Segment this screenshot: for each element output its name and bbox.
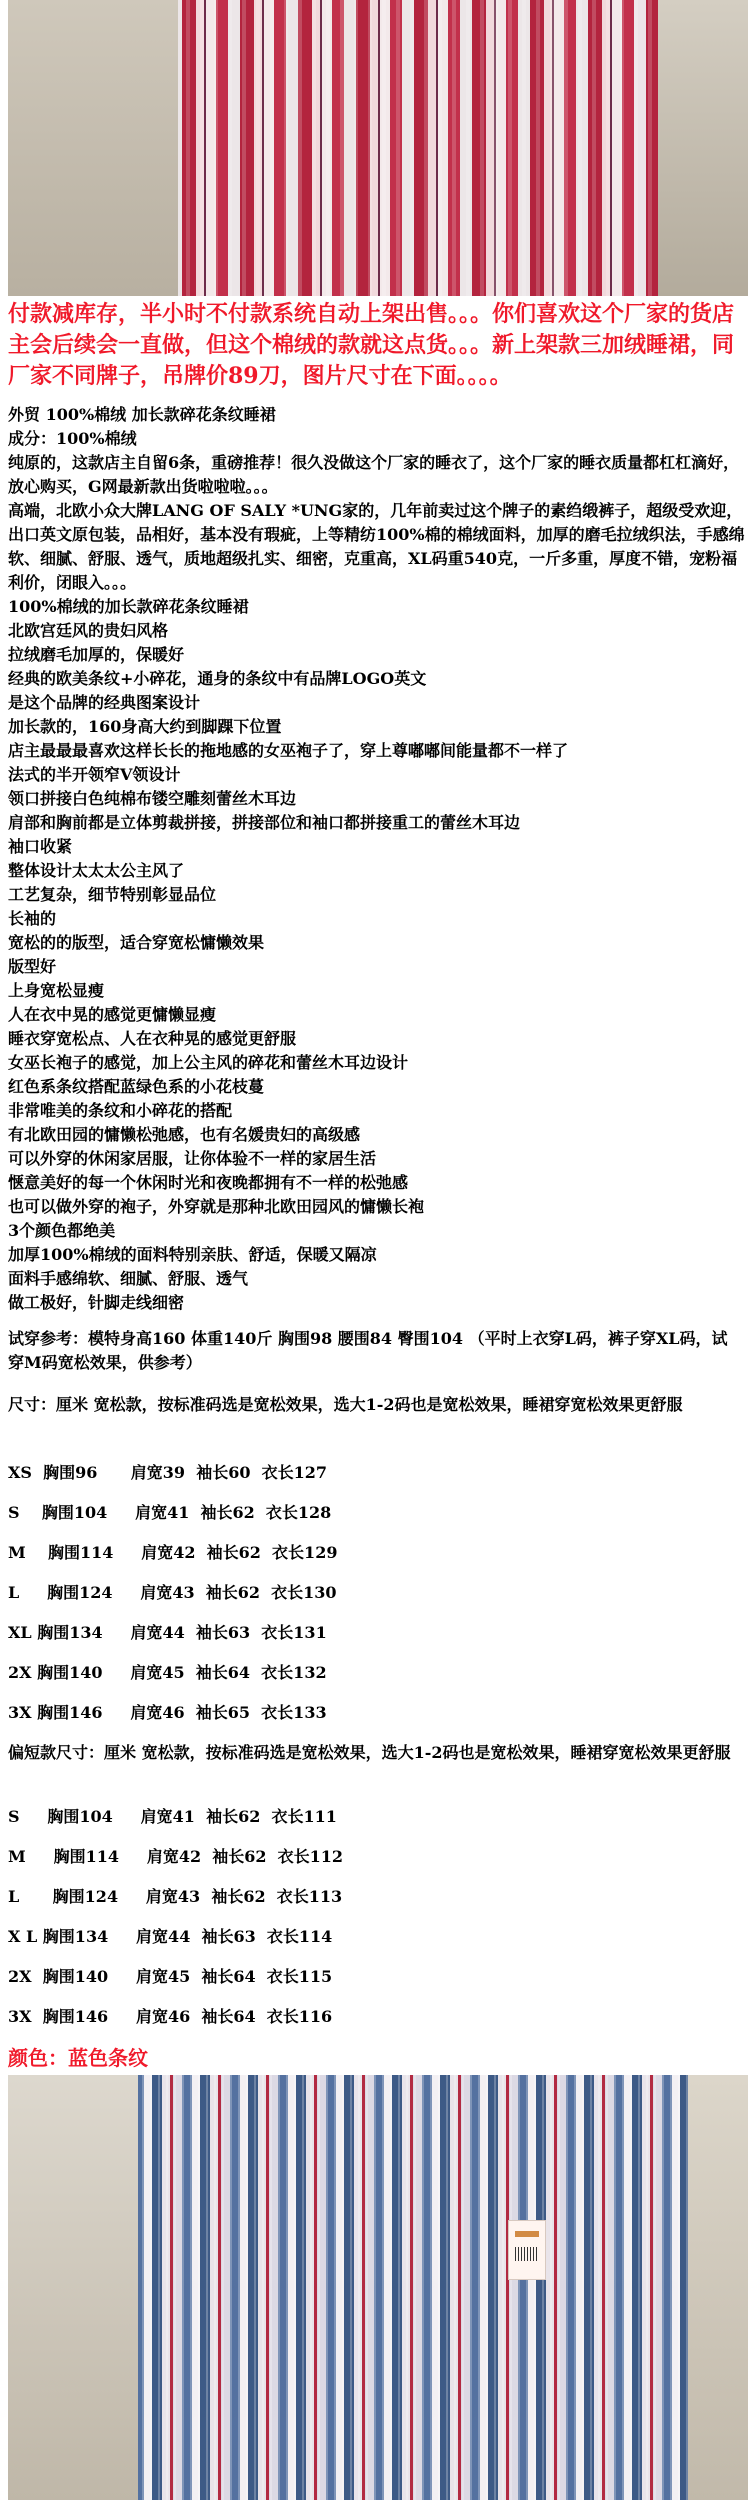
desc-line: 工艺复杂，细节特别彰显品位 [8,885,217,904]
desc-line: 高端，北欧小众大牌LANG OF SALY *UNG家的，几年前卖过这个牌子的素绉缎裤子，超级受欢迎，出口英文原包装，品相好，基本没有瑕疵，上等精纺100%棉的棉绒面料，加厚的磨毛拉绒织法，手感绵软、细腻、舒服、透气，质地超级扎实、细密，克重高，XL码重540克，一斤多重，厚度不错，宠粉福利价，闭眼入。。。 [8,501,745,592]
size-row: X L 胸围134 肩宽44 袖长63 衣长114 [8,1927,333,1946]
desc-line: 法式的半开领窄V领设计 [8,765,181,784]
desc-line: 加厚100%棉绒的面料特别亲肤、舒适，保暖又隔凉 [8,1245,377,1264]
stock-notice: 付款减库存，半小时不付款系统自动上架出售。。。你们喜欢这个厂家的货店主会后续会一直做，但这个棉绒的款就这点货。。。新上架款三加绒睡裙，同厂家不同牌子，吊牌价89刀，图片尺寸在下面。。。。 [8,301,735,389]
size-row: XS 胸围96 肩宽39 袖长60 衣长127 [8,1463,328,1482]
product-photo-red-stripe [8,0,748,296]
size-row: 3X 胸围146 肩宽46 袖长65 衣长133 [8,1703,327,1722]
size-row: S 胸围104 肩宽41 袖长62 衣长128 [8,1503,332,1522]
desc-line: 经典的欧美条纹+小碎花，通身的条纹中有品牌LOGO英文 [8,669,427,688]
desc-line: 睡衣穿宽松点、人在衣种晃的感觉更舒服 [8,1029,297,1048]
desc-line: 店主最最最喜欢这样长长的拖地感的女巫袍子了，穿上尊嘟嘟间能量都不一样了 [8,741,569,760]
desc-line: 拉绒磨毛加厚的，保暖好 [8,645,185,664]
desc-line: 肩部和胸前都是立体剪裁拼接，拼接部位和袖口都拼接重工的蕾丝木耳边 [8,813,521,832]
desc-line: 人在衣中晃的感觉更慵懒显瘦 [8,1005,217,1024]
color-heading: 颜色：蓝色条纹 [8,2046,148,2070]
desc-line: 宽松的的版型，适合穿宽松慵懒效果 [8,933,265,952]
price-tag-icon [508,2220,546,2280]
desc-line: 面料手感绵软、细腻、舒服、透气 [8,1269,249,1288]
desc-line: 领口拼接白色纯棉布镂空雕刻蕾丝木耳边 [8,789,297,808]
desc-line: 整体设计太太太公主风了 [8,861,185,880]
desc-line: 惬意美好的每一个休闲时光和夜晚都拥有不一样的松弛感 [8,1173,409,1192]
desc-line: 成分：100%棉绒 [8,429,137,448]
desc-line: 是这个品牌的经典图案设计 [8,693,201,712]
desc-line: 3个颜色都绝美 [8,1221,116,1240]
trial-fit-note: 试穿参考：模特身高160 体重140斤 胸围98 腰围84 臀围104 （平时上衣穿L码，裤子穿XL码，试穿M码宽松效果，供参考） [8,1329,728,1372]
size-row: L 胸围124 肩宽43 袖长62 衣长130 [8,1583,337,1602]
desc-line: 纯原的，这款店主自留6条，重磅推荐！很久没做这个厂家的睡衣了，这个厂家的睡衣质量都杠杠滴好，放心购买，G网最新款出货啦啦啦。。。 [8,453,740,496]
desc-line: 女巫长袍子的感觉，加上公主风的碎花和蕾丝木耳边设计 [8,1053,409,1072]
desc-line: 长袖的 [8,909,57,928]
desc-line: 版型好 [8,957,57,976]
desc-line: 北欧宫廷风的贵妇风格 [8,621,169,640]
desc-line: 有北欧田园的慵懒松弛感，也有名媛贵妇的高级感 [8,1125,361,1144]
desc-line: 加长款的，160身高大约到脚踝下位置 [8,717,282,736]
size-row: S 胸围104 肩宽41 袖长62 衣长111 [8,1807,337,1826]
size-row: M 胸围114 肩宽42 袖长62 衣长112 [8,1847,344,1866]
desc-line: 做工极好，针脚走线细密 [8,1293,185,1312]
desc-line: 袖口收紧 [8,837,73,856]
desc-line: 红色系条纹搭配蓝绿色系的小花枝蔓 [8,1077,265,1096]
size-row: 2X 胸围140 肩宽45 袖长64 衣长115 [8,1967,333,1986]
desc-line: 非常唯美的条纹和小碎花的搭配 [8,1101,233,1120]
short-size-intro: 偏短款尺寸：厘米 宽松款，按标准码选是宽松效果，选大1-2码也是宽松效果，睡裙穿宽松效果更舒服 [8,1743,731,1762]
product-description [8,403,746,1315]
size-row: L 胸围124 肩宽43 袖长62 衣长113 [8,1887,343,1906]
size-row: 2X 胸围140 肩宽45 袖长64 衣长132 [8,1663,327,1682]
desc-line: 也可以做外穿的袍子，外穿就是那种北欧田园风的慵懒长袍 [8,1197,425,1216]
desc-line: 100%棉绒的加长款碎花条纹睡裙 [8,597,249,616]
size-row: XL 胸围134 肩宽44 袖长63 衣长131 [8,1623,327,1642]
size-row: 3X 胸围146 肩宽46 袖长64 衣长116 [8,2007,333,2026]
product-photo-blue-stripe [8,2075,748,2500]
desc-line: 可以外穿的休闲家居服，让你体验不一样的家居生活 [8,1149,377,1168]
size-row: M 胸围114 肩宽42 袖长62 衣长129 [8,1543,338,1562]
desc-line: 外贸 100%棉绒 加长款碎花条纹睡裙 [8,405,276,424]
size-intro: 尺寸：厘米 宽松款，按标准码选是宽松效果，选大1-2码也是宽松效果，睡裙穿宽松效果更舒服 [8,1395,683,1414]
desc-line: 上身宽松显瘦 [8,981,105,1000]
